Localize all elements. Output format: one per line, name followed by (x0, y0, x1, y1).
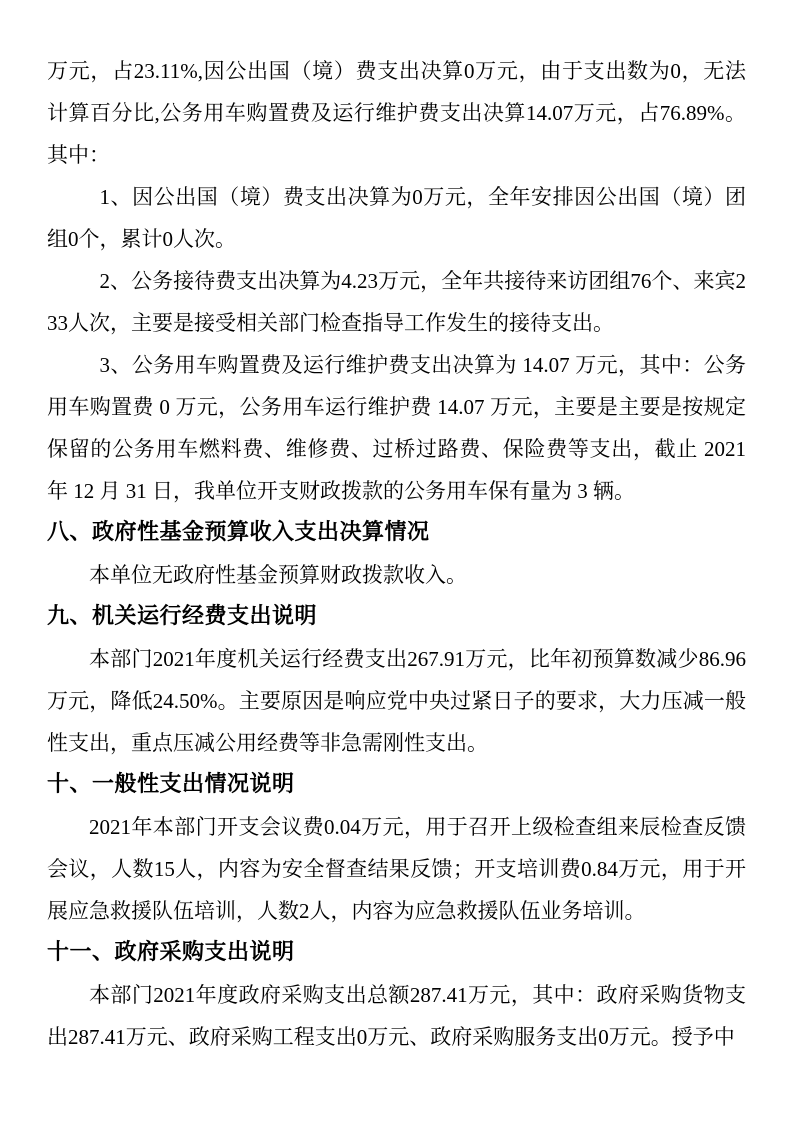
paragraph-agency-operating-expenses: 本部门2021年度机关运行经费支出267.91万元，比年初预算数减少86.96 万元，降低24.50%。主要原因是响应党中央过紧日子的要求，大力压减一般性支出，重点压减公用经费等非急需刚性支出。 (47, 647, 746, 755)
paragraph-continued-three-public-expenses: 万元，占23.11%,因公出国（境）费支出决算0万元，由于支出数为0，无法计算百分比,公务用车购置费及运行维护费支出决算14.07万元，占76.89%。其中： (47, 59, 746, 167)
list-item-official-vehicles: 3、公务用车购置费及运行维护费支出决算为 14.07 万元，其中：公务用车购置费 0 万元，公务用车运行维护费 14.07 万元，主要是主要是按规定保留的公务用车燃料费、维修费、过桥过路费、保险费等支出，截止 2021 年 12 月 31 日，我单位开支财政拨款的公务用车保有量为 3 辆。 (47, 353, 746, 503)
list-item-official-reception: 2、公务接待费支出决算为4.23万元，全年共接待来访团组76个、来宾233人次，主要是接受相关部门检查指导工作发生的接待支出。 (47, 269, 746, 335)
section-heading-10-general-expenditure: 十、一般性支出情况说明 (47, 772, 295, 797)
paragraph-no-government-fund-income: 本单位无政府性基金预算财政拨款收入。 (89, 563, 467, 587)
paragraph-government-procurement-details: 本部门2021年度政府采购支出总额287.41万元，其中：政府采购货物支出287.41万元、政府采购工程支出0万元、政府采购服务支出0万元。授予中 (47, 983, 746, 1049)
section-heading-8-government-fund-budget: 八、政府性基金预算收入支出决算情况 (47, 520, 430, 545)
paragraph-general-expenditure-details: 2021年本部门开支会议费0.04万元，用于召开上级检查组来辰检查反馈会议，人数15人，内容为安全督查结果反馈；开支培训费0.84万元，用于开展应急救援队伍培训，人数2人，内容为应急救援队伍业务培训。 (47, 815, 746, 923)
section-heading-11-government-procurement: 十一、政府采购支出说明 (47, 940, 295, 965)
section-heading-9-agency-operating-expenses: 九、机关运行经费支出说明 (47, 604, 318, 629)
list-item-overseas-trips: 1、因公出国（境）费支出决算为0万元，全年安排因公出国（境）团组0个，累计0人次。 (47, 185, 746, 251)
